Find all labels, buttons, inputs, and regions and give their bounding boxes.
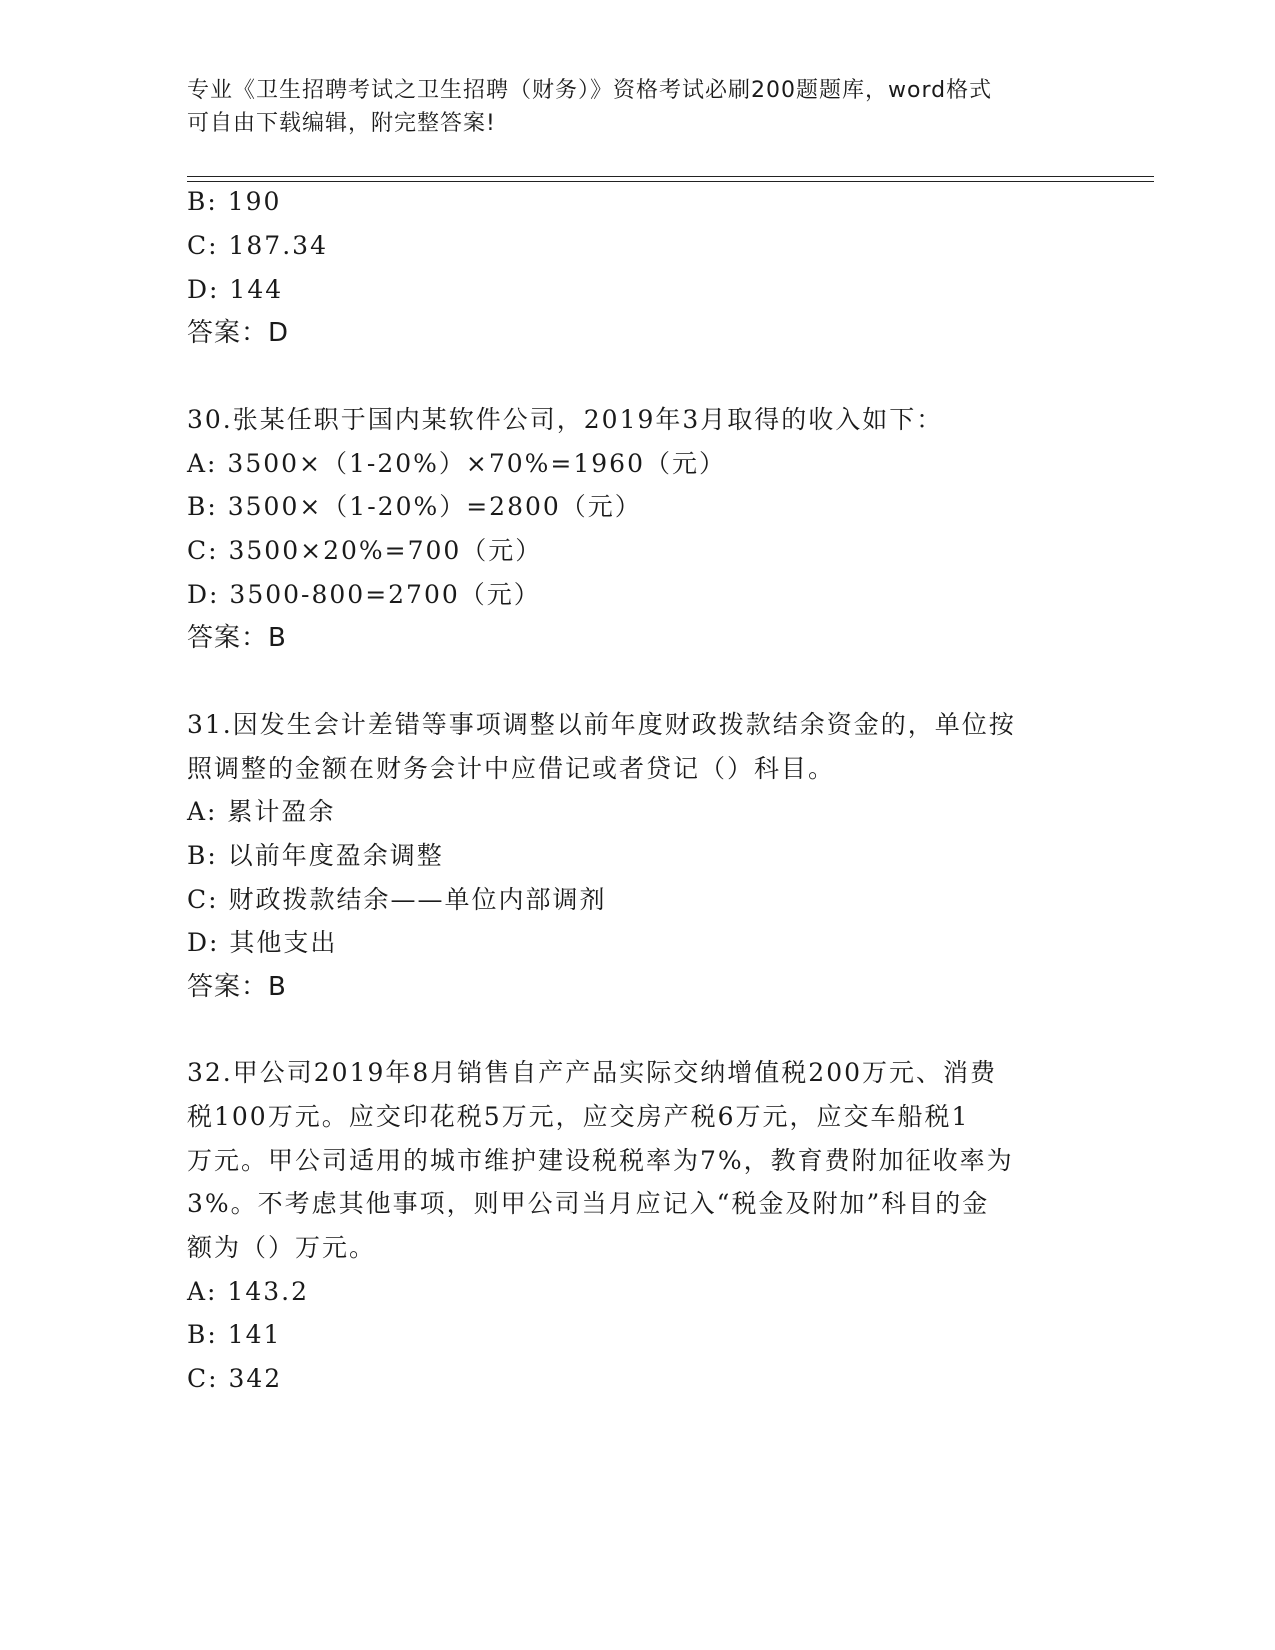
q30-stem: 30.张某任职于国内某软件公司，2019年3月取得的收入如下： (187, 405, 944, 434)
q31-option-d: D: 其他支出 (187, 928, 338, 957)
q32-option-c: C: 342 (187, 1364, 283, 1393)
q29-option-c: C: 187.34 (187, 231, 328, 260)
q32-option-a: A: 143.2 (187, 1277, 309, 1306)
q32-stem-line-3: 万元。甲公司适用的城市维护建设税税率为7%，教育费附加征收率为 (187, 1146, 1014, 1175)
q32-stem-line-1: 32.甲公司2019年8月销售自产产品实际交纳增值税200万元、消费 (187, 1058, 998, 1087)
header-title-line-1: 专业《卫生招聘考试之卫生招聘（财务）》资格考试必刷200题题库，word格式 (187, 78, 993, 103)
q32-stem-line-4: 3%。不考虑其他事项，则甲公司当月应记入“税金及附加”科目的金 (187, 1189, 990, 1218)
header-divider-bottom (187, 181, 1154, 182)
header-title-line-2: 可自由下载编辑，附完整答案! (187, 111, 496, 136)
q29-option-b: B: 190 (187, 187, 282, 216)
q31-stem-line-2: 照调整的金额在财务会计中应借记或者贷记（）科目。 (187, 754, 836, 783)
q30-option-b: B: 3500×（1-20%）=2800（元） (187, 492, 642, 521)
q29-option-d: D: 144 (187, 275, 284, 304)
q32-stem-line-2: 税100万元。应交印花税5万元，应交房产税6万元，应交车船税1 (187, 1102, 970, 1131)
q30-option-c: C: 3500×20%=700（元） (187, 536, 543, 565)
q31-option-a: A: 累计盈余 (187, 797, 336, 826)
q31-stem-line-1: 31.因发生会计差错等事项调整以前年度财政拨款结余资金的，单位按 (187, 710, 1016, 739)
q30-answer: 答案：B (187, 623, 287, 653)
document-header (187, 74, 1067, 140)
q31-answer: 答案：B (187, 972, 287, 1002)
header-divider-top (187, 176, 1154, 177)
q32-stem-line-5: 额为（）万元。 (187, 1233, 377, 1262)
q29-answer: 答案：D (187, 318, 290, 348)
q31-option-c: C: 财政拨款结余——单位内部调剂 (187, 885, 607, 914)
q31-option-b: B: 以前年度盈余调整 (187, 841, 444, 870)
q30-option-d: D: 3500-800=2700（元） (187, 580, 541, 609)
q32-option-b: B: 141 (187, 1320, 282, 1349)
q30-option-a: A: 3500×（1-20%）×70%=1960（元） (187, 449, 726, 478)
